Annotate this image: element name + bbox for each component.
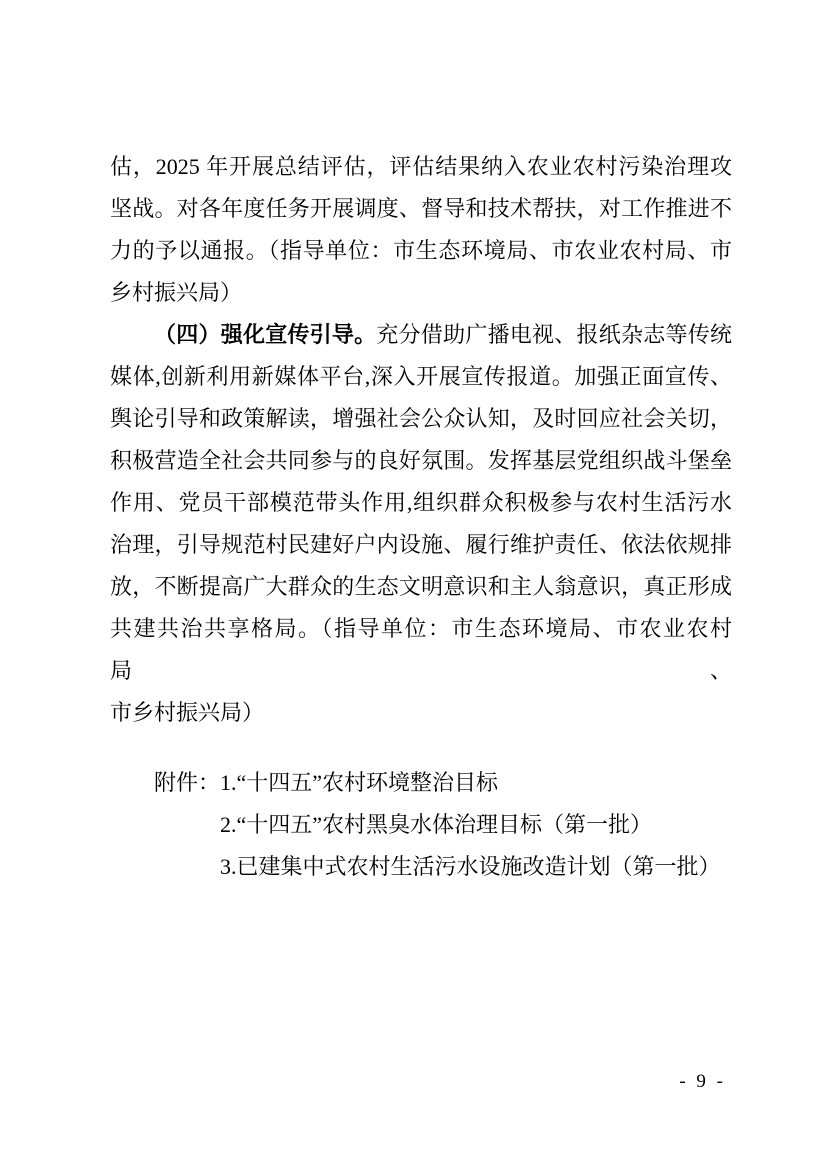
text-line: 市乡村振兴局）	[110, 700, 265, 725]
text-line: 媒体,创新利用新媒体平台,深入开展宣传报道。加强正面宣传、	[110, 364, 732, 389]
section-heading-bold: （四）强化宣传引导。	[154, 322, 377, 347]
paragraph-continuation	[110, 146, 732, 314]
text-run: 充分借助广播电视、报纸杂志等传统	[376, 322, 732, 347]
page-number: - 9 -	[679, 1071, 726, 1092]
text-line: 舆论引导和政策解读，增强社会公众认知，及时回应社会关切，	[110, 406, 732, 431]
text-line: 估，2025 年开展总结评估，评估结果纳入农业农村污染治理攻	[110, 154, 732, 179]
text-line: 治理，引导规范村民建好户内设施、履行维护责任、依法依规排	[110, 532, 732, 557]
text-line: 坚战。对各年度任务开展调度、督导和技术帮扶，对工作推进不	[110, 196, 732, 221]
text-line: 力的予以通报。（指导单位：市生态环境局、市农业农村局、市	[110, 238, 732, 263]
paragraph-section-four	[110, 314, 732, 734]
attachment-item-text: 1.“十四五”农村环境整治目标	[220, 770, 499, 795]
attachment-item: 2.“十四五”农村黑臭水体治理目标（第一批）	[220, 812, 653, 837]
text-line: 放，不断提高广大群众的生态文明意识和主人翁意识，真正形成	[110, 574, 732, 599]
attachment-list	[154, 762, 732, 888]
attachment-item: 3.已建集中式农村生活污水设施改造计划（第一批）	[220, 854, 721, 879]
attachment-item	[154, 762, 732, 804]
attachment-label: 附件：	[154, 770, 221, 795]
text-line: 积极营造全社会共同参与的良好氛围。发挥基层党组织战斗堡垒	[110, 448, 732, 473]
text-line: 作用、党员干部模范带头作用,组织群众积极参与农村生活污水	[110, 490, 732, 515]
text-line	[110, 314, 732, 356]
text-line: 乡村振兴局）	[110, 280, 243, 305]
text-line: 共建共治共享格局。（指导单位：市生态环境局、市农业农村局、	[110, 616, 732, 683]
document-content	[110, 146, 732, 888]
